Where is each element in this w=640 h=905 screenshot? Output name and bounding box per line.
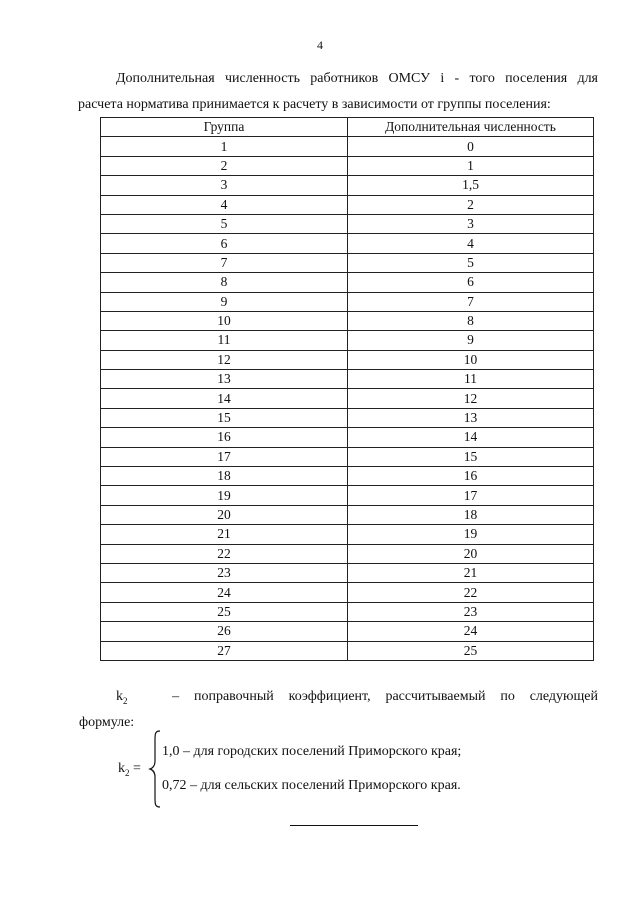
cell-group: 3 [101, 176, 348, 195]
cell-additional-count: 13 [348, 408, 594, 427]
page-number: 4 [317, 38, 323, 52]
cell-additional-count: 12 [348, 389, 594, 408]
table-row [101, 176, 594, 195]
cell-group: 11 [101, 331, 348, 350]
cell-group: 17 [101, 447, 348, 466]
k2-formula [118, 730, 598, 810]
table-row [101, 428, 594, 447]
cell-additional-count: 19 [348, 525, 594, 544]
table-row [101, 214, 594, 233]
table-row [101, 273, 594, 292]
left-brace-icon [148, 730, 164, 808]
cell-additional-count: 10 [348, 350, 594, 369]
table-row [101, 525, 594, 544]
table-row [101, 370, 594, 389]
cell-group: 4 [101, 195, 348, 214]
k2-definition-line-2: формуле: [79, 714, 135, 730]
formula-equals: = [133, 761, 141, 776]
formula-case-urban: 1,0 – для городских поселений Приморского края; [162, 744, 462, 759]
cell-group: 10 [101, 311, 348, 330]
cell-group: 22 [101, 544, 348, 563]
cell-additional-count: 23 [348, 602, 594, 621]
table-row [101, 447, 594, 466]
formula-lhs-letter: k [118, 761, 125, 776]
cell-group: 16 [101, 428, 348, 447]
table-row [101, 505, 594, 524]
cell-additional-count: 21 [348, 563, 594, 582]
cell-group: 19 [101, 486, 348, 505]
table-row [101, 583, 594, 602]
cell-group: 15 [101, 408, 348, 427]
cell-group: 25 [101, 602, 348, 621]
cell-additional-count: 0 [348, 137, 594, 156]
cell-additional-count: 1 [348, 156, 594, 175]
cell-group: 18 [101, 467, 348, 486]
formula-case-rural: 0,72 – для сельских поселений Приморского края. [162, 778, 461, 793]
table-row [101, 137, 594, 156]
table-row [101, 389, 594, 408]
cell-group: 21 [101, 525, 348, 544]
cell-additional-count: 6 [348, 273, 594, 292]
k2-definition-text: – поправочный коэффициент, рассчитываемый по следующей [172, 689, 598, 704]
cell-group: 12 [101, 350, 348, 369]
table-row [101, 563, 594, 582]
cell-group: 9 [101, 292, 348, 311]
cell-group: 7 [101, 253, 348, 272]
table-row [101, 253, 594, 272]
cell-group: 27 [101, 641, 348, 660]
k2-symbol [116, 689, 128, 704]
table-body [101, 137, 594, 661]
table-row [101, 234, 594, 253]
table-row [101, 311, 594, 330]
cell-group: 20 [101, 505, 348, 524]
cell-additional-count: 11 [348, 370, 594, 389]
table-row [101, 544, 594, 563]
cell-additional-count: 9 [348, 331, 594, 350]
table-row [101, 602, 594, 621]
header-additional-count: Дополнительная численность [348, 118, 594, 137]
cell-additional-count: 25 [348, 641, 594, 660]
cell-additional-count: 20 [348, 544, 594, 563]
end-divider-line [290, 825, 418, 826]
intro-line-1: Дополнительная численность работников ОМСУ i - того поселения для [116, 71, 598, 86]
cell-additional-count: 4 [348, 234, 594, 253]
cell-additional-count: 24 [348, 622, 594, 641]
cell-additional-count: 2 [348, 195, 594, 214]
cell-additional-count: 14 [348, 428, 594, 447]
cell-group: 2 [101, 156, 348, 175]
header-group: Группа [101, 118, 348, 137]
cell-additional-count: 1,5 [348, 176, 594, 195]
table-row [101, 408, 594, 427]
formula-lhs-subscript: 2 [125, 767, 130, 778]
cell-group: 13 [101, 370, 348, 389]
table-row [101, 331, 594, 350]
table-row [101, 486, 594, 505]
cell-additional-count: 5 [348, 253, 594, 272]
cell-group: 23 [101, 563, 348, 582]
group-staffing-table [100, 117, 594, 661]
cell-group: 5 [101, 214, 348, 233]
table-row [101, 622, 594, 641]
cell-group: 8 [101, 273, 348, 292]
cell-group: 14 [101, 389, 348, 408]
k2-definition-line-1 [82, 686, 598, 712]
table-header-row [101, 118, 594, 137]
table-row [101, 350, 594, 369]
cell-additional-count: 17 [348, 486, 594, 505]
cell-additional-count: 7 [348, 292, 594, 311]
cell-additional-count: 3 [348, 214, 594, 233]
intro-line-2: расчета норматива принимается к расчету в зависимости от группы поселения: [78, 97, 551, 112]
k2-symbol-letter: k [116, 689, 123, 704]
intro-paragraph [78, 66, 598, 118]
cell-additional-count: 16 [348, 467, 594, 486]
cell-group: 1 [101, 137, 348, 156]
cell-additional-count: 15 [348, 447, 594, 466]
cell-group: 26 [101, 622, 348, 641]
table-row [101, 292, 594, 311]
cell-additional-count: 8 [348, 311, 594, 330]
k2-symbol-subscript: 2 [123, 695, 128, 706]
cell-additional-count: 18 [348, 505, 594, 524]
k2-definition [79, 686, 598, 734]
formula-lhs [118, 761, 141, 778]
cell-group: 24 [101, 583, 348, 602]
table-row [101, 195, 594, 214]
table-row [101, 641, 594, 660]
table-row [101, 467, 594, 486]
cell-additional-count: 22 [348, 583, 594, 602]
cell-group: 6 [101, 234, 348, 253]
table-row [101, 156, 594, 175]
